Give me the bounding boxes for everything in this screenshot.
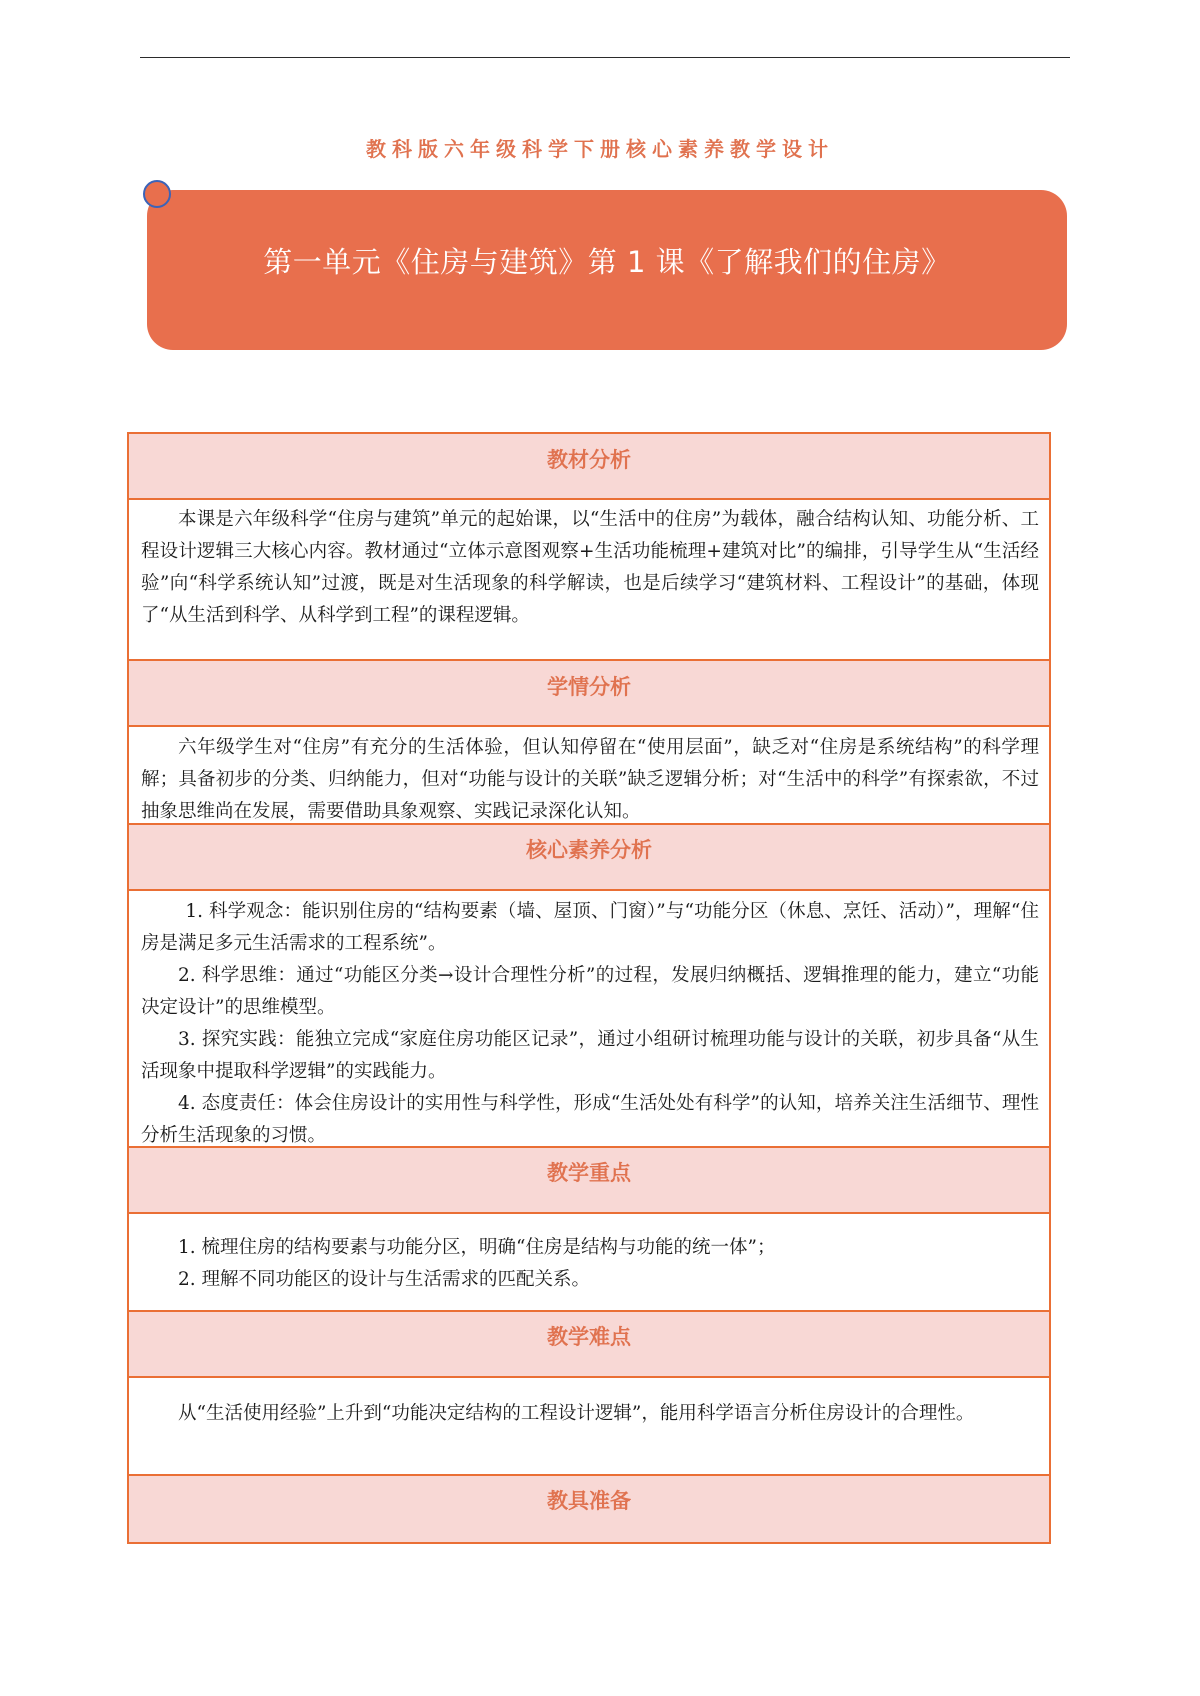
list-item: 3. 探究实践：能独立完成“家庭住房功能区记录”，通过小组研讨梳理功能与设计的关联，初步具备“从生活现象中提取科学逻辑”的实践能力。 <box>141 1029 1039 1082</box>
paragraph: 六年级学生对“住房”有充分的生活体验，但认知停留在“使用层面”，缺乏对“住房是系统结构”的科学理解；具备初步的分类、归纳能力，但对“功能与设计的关联”缺乏逻辑分析；对“生活中的科学”有探索欲，不过抽象思维尚在发展，需要借助具象观察、实践记录深化认知。 <box>141 737 1039 822</box>
list-item: 1. 科学观念：能识别住房的“结构要素（墙、屋顶、门窗）”与“功能分区（休息、烹饪、活动）”，理解“住房是满足多元生活需求的工程系统”。 <box>141 901 1039 954</box>
document-header-title: 教科版六年级科学下册核心素养教学设计 <box>366 137 834 161</box>
section-heading-teaching-aids: 教具准备 <box>129 1476 1049 1542</box>
section-heading-teaching-difficulty: 教学难点 <box>129 1312 1049 1378</box>
section-heading-textbook-analysis: 教材分析 <box>129 434 1049 500</box>
lesson-title-banner <box>147 190 1067 350</box>
section-body-teaching-difficulty <box>129 1378 1049 1476</box>
section-heading-teaching-focus: 教学重点 <box>129 1148 1049 1214</box>
list-item: 4. 态度责任：体会住房设计的实用性与科学性，形成“生活处处有科学”的认知，培养关注生活细节、理性分析生活现象的习惯。 <box>141 1093 1039 1146</box>
list-item: 1. 梳理住房的结构要素与功能分区，明确“住房是结构与功能的统一体”； <box>178 1237 776 1258</box>
section-body-student-analysis <box>129 727 1049 825</box>
paragraph: 本课是六年级科学“住房与建筑”单元的起始课，以“生活中的住房”为载体，融合结构认知、功能分析、工程设计逻辑三大核心内容。教材通过“立体示意图观察+生活功能梳理+建筑对比”的编排，引导学生从“生活经验”向“科学系统认知”过渡，既是对生活现象的科学解读，也是后续学习“建筑材料、工程设计”的基础，体现了“从生活到科学、从科学到工程”的课程逻辑。 <box>141 509 1039 626</box>
lesson-title: 第一单元《住房与建筑》第 1 课《了解我们的住房》 <box>263 245 951 279</box>
section-body-textbook-analysis <box>129 500 1049 661</box>
paragraph: 从“生活使用经验”上升到“功能决定结构的工程设计逻辑”，能用科学语言分析住房设计的合理性。 <box>178 1403 975 1424</box>
list-item: 2. 科学思维：通过“功能区分类→设计合理性分析”的过程，发展归纳概括、逻辑推理的能力，建立“功能决定设计”的思维模型。 <box>141 965 1039 1018</box>
top-rule <box>140 57 1070 58</box>
section-body-teaching-focus <box>129 1214 1049 1312</box>
banner-dot-decoration <box>143 180 171 208</box>
section-heading-student-analysis: 学情分析 <box>129 661 1049 727</box>
section-body-core-literacy <box>129 891 1049 1148</box>
section-heading-core-literacy: 核心素养分析 <box>129 825 1049 891</box>
lesson-design-table <box>127 432 1051 1544</box>
list-item: 2. 理解不同功能区的设计与生活需求的匹配关系。 <box>178 1269 591 1290</box>
